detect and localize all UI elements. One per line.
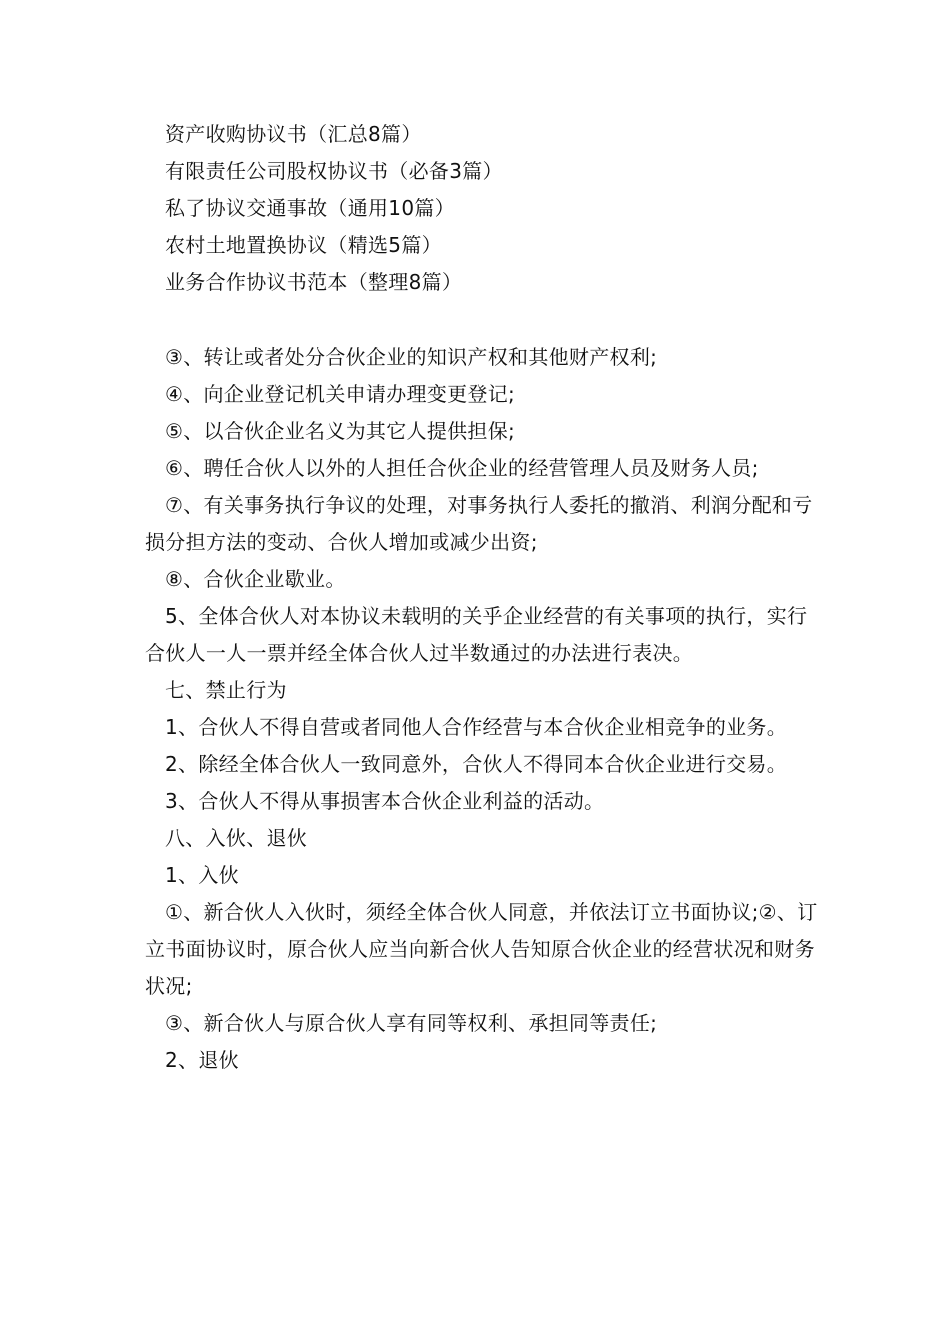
subheading-withdraw: 2、退伙 bbox=[165, 1048, 239, 1072]
paragraph-item-6: ⑥、聘任合伙人以外的人担任合伙企业的经营管理人员及财务人员; bbox=[165, 456, 759, 480]
paragraph-prohibition-1: 1、合伙人不得自营或者同他人合作经营与本合伙企业相竞争的业务。 bbox=[165, 715, 788, 739]
related-link[interactable]: 农村土地置换协议（精选5篇） bbox=[165, 233, 442, 257]
subheading-join: 1、入伙 bbox=[165, 863, 239, 887]
related-link[interactable]: 业务合作协议书范本（整理8篇） bbox=[165, 270, 463, 294]
paragraph-item-7: ⑦、有关事务执行争议的处理，对事务执行人委托的撤消、利润分配和亏损分担方法的变动、合伙人增加或减少出资; bbox=[145, 493, 813, 554]
related-links-list bbox=[145, 116, 820, 301]
paragraph-clause-5: 5、全体合伙人对本协议未载明的关乎企业经营的有关事项的执行，实行合伙人一人一票并经全体合伙人过半数通过的办法进行表决。 bbox=[145, 604, 808, 665]
paragraph-item-3: ③、转让或者处分合伙企业的知识产权和其他财产权利; bbox=[165, 345, 658, 369]
paragraph-item-5: ⑤、以合伙企业名义为其它人提供担保; bbox=[165, 419, 516, 443]
paragraph-prohibition-2: 2、除经全体合伙人一致同意外，合伙人不得同本合伙企业进行交易。 bbox=[165, 752, 788, 776]
paragraph-join-1-2: ①、新合伙人入伙时，须经全体合伙人同意，并依法订立书面协议;②、订立书面协议时，原合伙人应当向新合伙人告知原合伙企业的经营状况和财务状况; bbox=[145, 900, 818, 998]
paragraph-prohibition-3: 3、合伙人不得从事损害本合伙企业利益的活动。 bbox=[165, 789, 605, 813]
paragraph-item-8: ⑧、合伙企业歇业。 bbox=[165, 567, 346, 591]
section-heading-8: 八、入伙、退伙 bbox=[165, 826, 308, 850]
paragraph-join-3: ③、新合伙人与原合伙人享有同等权利、承担同等责任; bbox=[165, 1011, 658, 1035]
related-link[interactable]: 私了协议交通事故（通用10篇） bbox=[165, 196, 455, 220]
related-link[interactable]: 资产收购协议书（汇总8篇） bbox=[165, 122, 422, 146]
section-heading-7: 七、禁止行为 bbox=[165, 678, 287, 702]
paragraph-item-4: ④、向企业登记机关申请办理变更登记; bbox=[165, 382, 516, 406]
related-link[interactable]: 有限责任公司股权协议书（必备3篇） bbox=[165, 159, 503, 183]
document-body bbox=[145, 339, 820, 1079]
